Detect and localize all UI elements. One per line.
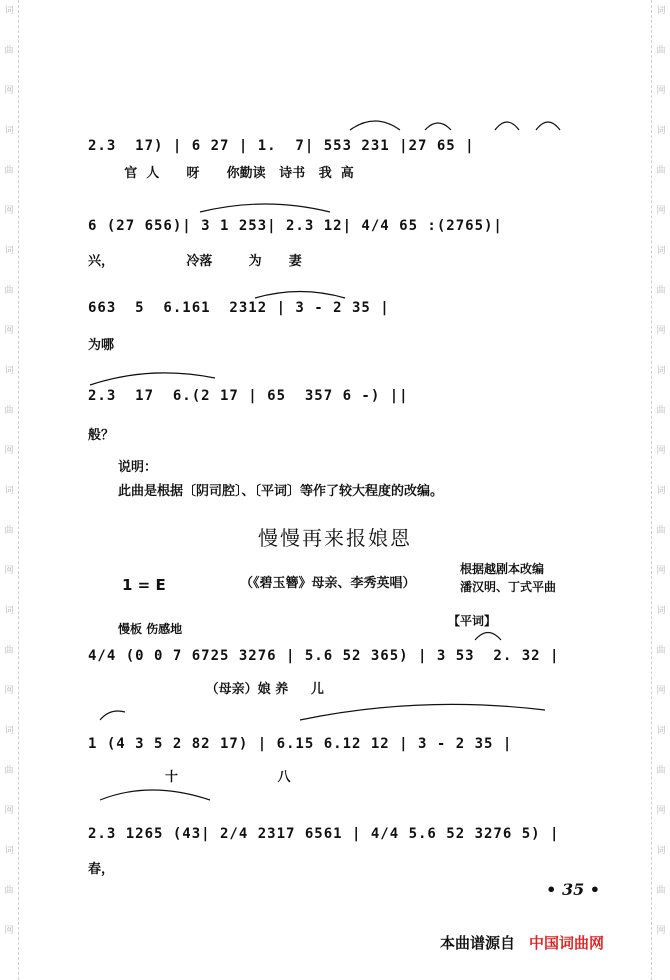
lyrics-line-2: 兴， 冷落 为 妻 — [88, 254, 302, 269]
watermark-glyph: 网 — [656, 86, 666, 96]
watermark-glyph: 网 — [656, 326, 666, 336]
watermark-glyph: 曲 — [656, 406, 666, 416]
watermark-glyph: 曲 — [4, 166, 14, 176]
lyrics2-line-3: 春， — [88, 862, 115, 877]
watermark-glyph: 曲 — [656, 286, 666, 296]
watermark-glyph: 网 — [4, 686, 14, 696]
watermark-glyph: 曲 — [4, 286, 14, 296]
watermark-glyph: 曲 — [4, 526, 14, 536]
section-label: 【平词】 — [448, 614, 497, 628]
credit-arrangement: 根据越剧本改编 — [460, 562, 545, 576]
footer-text: 本曲谱源自 — [440, 934, 516, 952]
watermark-glyph: 词 — [656, 6, 666, 16]
watermark-glyph: 网 — [4, 206, 14, 216]
watermark-glyph: 词 — [4, 6, 14, 16]
watermark-glyph: 网 — [656, 566, 666, 576]
watermark-glyph: 词 — [656, 246, 666, 256]
note-label: 说明： — [118, 460, 158, 475]
watermark-glyph: 曲 — [656, 526, 666, 536]
song-title: 慢慢再来报娘恩 — [258, 526, 412, 550]
lyrics2-line-2: 十 八 — [88, 770, 291, 785]
watermark-glyph: 词 — [656, 726, 666, 736]
watermark-glyph: 词 — [656, 366, 666, 376]
watermark-glyph: 曲 — [656, 766, 666, 776]
watermark-glyph: 曲 — [656, 646, 666, 656]
watermark-glyph: 词 — [656, 126, 666, 136]
watermark-glyph: 曲 — [4, 406, 14, 416]
watermark-glyph: 词 — [4, 846, 14, 856]
watermark-glyph: 曲 — [4, 46, 14, 56]
watermark-glyph: 词 — [656, 486, 666, 496]
watermark-glyph: 网 — [656, 206, 666, 216]
key-signature: 1 = E — [122, 576, 166, 594]
score2-line-2: 1 (4 3 5 2 82 17) | 6.15 6.12 12 | 3 - 2 35 | — [88, 736, 513, 752]
footer-source — [440, 932, 604, 953]
footer-brand: 中国词曲网 — [529, 934, 605, 952]
watermark-glyph: 网 — [656, 446, 666, 456]
score-line-1: 2.3 17) | 6 27 | 1. 7| 553 231 |27 65 | — [88, 138, 475, 154]
watermark-glyph: 词 — [4, 486, 14, 496]
watermark-glyph: 曲 — [4, 886, 14, 896]
watermark-glyph: 网 — [656, 806, 666, 816]
page-number: • 35 • — [546, 880, 600, 899]
lyrics-line-1: 官 人 呀 你勤读 诗书 我 高 — [88, 166, 354, 181]
watermark-glyph: 曲 — [4, 766, 14, 776]
watermark-glyph: 词 — [4, 726, 14, 736]
watermark-glyph: 词 — [4, 246, 14, 256]
watermark-glyph: 网 — [4, 926, 14, 936]
source-attribution: （《碧玉簪》母亲、李秀英唱） — [240, 576, 416, 591]
note-text: 此曲是根据〔阴司腔〕、〔平词〕等作了较大程度的改编。 — [118, 484, 444, 499]
watermark-glyph: 网 — [4, 86, 14, 96]
lyrics2-line-1: （母亲）娘 养 儿 — [88, 682, 324, 697]
credit-composers: 潘汉明、丁式平曲 — [460, 580, 557, 594]
watermark-glyph: 网 — [656, 686, 666, 696]
score2-line-1: 4/4 (0 0 7 6725 3276 | 5.6 52 365) | 3 53 2. 32 | — [88, 648, 560, 664]
lyrics-line-4: 般？ — [88, 428, 115, 443]
watermark-glyph: 词 — [656, 606, 666, 616]
watermark-glyph: 词 — [4, 366, 14, 376]
watermark-glyph: 曲 — [4, 646, 14, 656]
watermark-glyph: 词 — [656, 846, 666, 856]
lyrics-line-3: 为哪 — [88, 338, 115, 353]
watermark-glyph: 网 — [4, 326, 14, 336]
watermark-glyph: 曲 — [656, 886, 666, 896]
score-line-3: 663 5 6.161 2312 | 3 - 2 35 | — [88, 300, 390, 316]
score-line-2: 6 (27 656)| 3 1 253| 2.3 12| 4/4 65 :(2765)| — [88, 218, 503, 234]
watermark-glyph: 曲 — [656, 46, 666, 56]
watermark-glyph: 网 — [656, 926, 666, 936]
score2-line-3: 2.3 1265 (43| 2/4 2317 6561 | 4/4 5.6 52 3276 5) | — [88, 826, 560, 842]
watermark-glyph: 词 — [4, 606, 14, 616]
tempo-marking: 慢板 伤感地 — [118, 622, 183, 636]
watermark-glyph: 网 — [4, 446, 14, 456]
watermark-glyph: 词 — [4, 126, 14, 136]
watermark-glyph: 网 — [4, 806, 14, 816]
watermark-glyph: 网 — [4, 566, 14, 576]
watermark-glyph: 曲 — [656, 166, 666, 176]
score-line-4: 2.3 17 6.(2 17 | 65 357 6 -) || — [88, 388, 409, 404]
